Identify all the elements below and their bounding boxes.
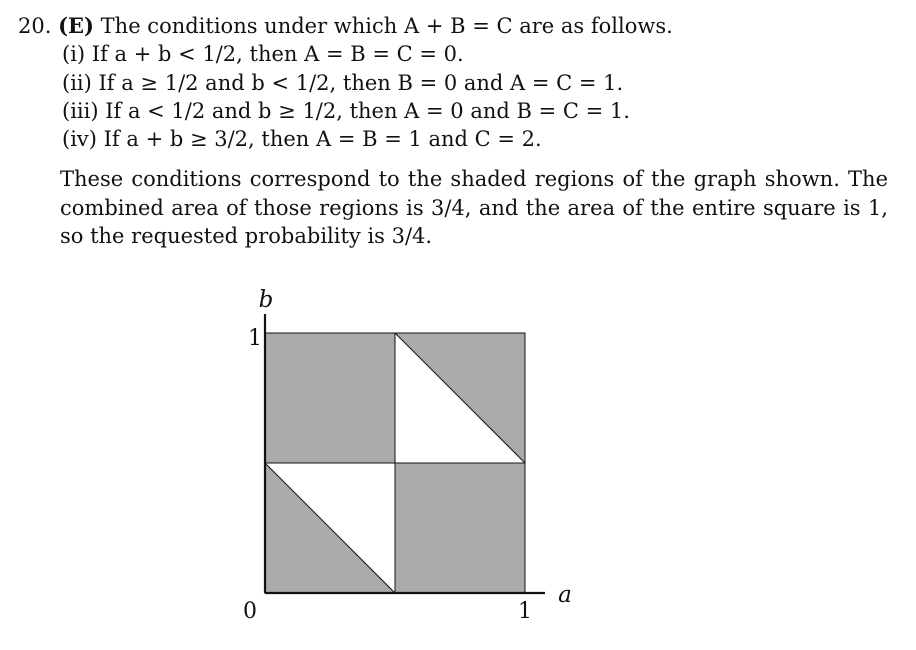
shaded-region-2	[395, 463, 525, 593]
condition-iv: (iv) If a + b ≥ 3/2, then A = B = 1 and C = 2.	[62, 127, 542, 151]
origin-label: 0	[243, 599, 257, 624]
problem-number: 20.	[18, 14, 52, 38]
x-tick-label: 1	[518, 599, 532, 624]
explanation-paragraph: These conditions correspond to the shaded regions of the graph shown. The combined area of those regions is 3/4, and the area of the entire square is 1, so the requested probability is 3/4.	[60, 167, 888, 248]
shaded-region-3	[265, 333, 395, 463]
intro-text: The conditions under which A + B = C are as follows.	[100, 14, 673, 38]
y-tick-label: 1	[248, 326, 262, 351]
y-axis-label: b	[258, 287, 274, 313]
condition-iii: (iii) If a < 1/2 and b ≥ 1/2, then A = 0 and B = C = 1.	[62, 99, 630, 123]
condition-ii: (ii) If a ≥ 1/2 and b < 1/2, then B = 0 and A = C = 1.	[62, 71, 624, 95]
condition-i: (i) If a + b < 1/2, then A = B = C = 0.	[62, 42, 464, 66]
x-axis-label: a	[558, 582, 572, 608]
answer-choice: (E)	[58, 13, 94, 38]
